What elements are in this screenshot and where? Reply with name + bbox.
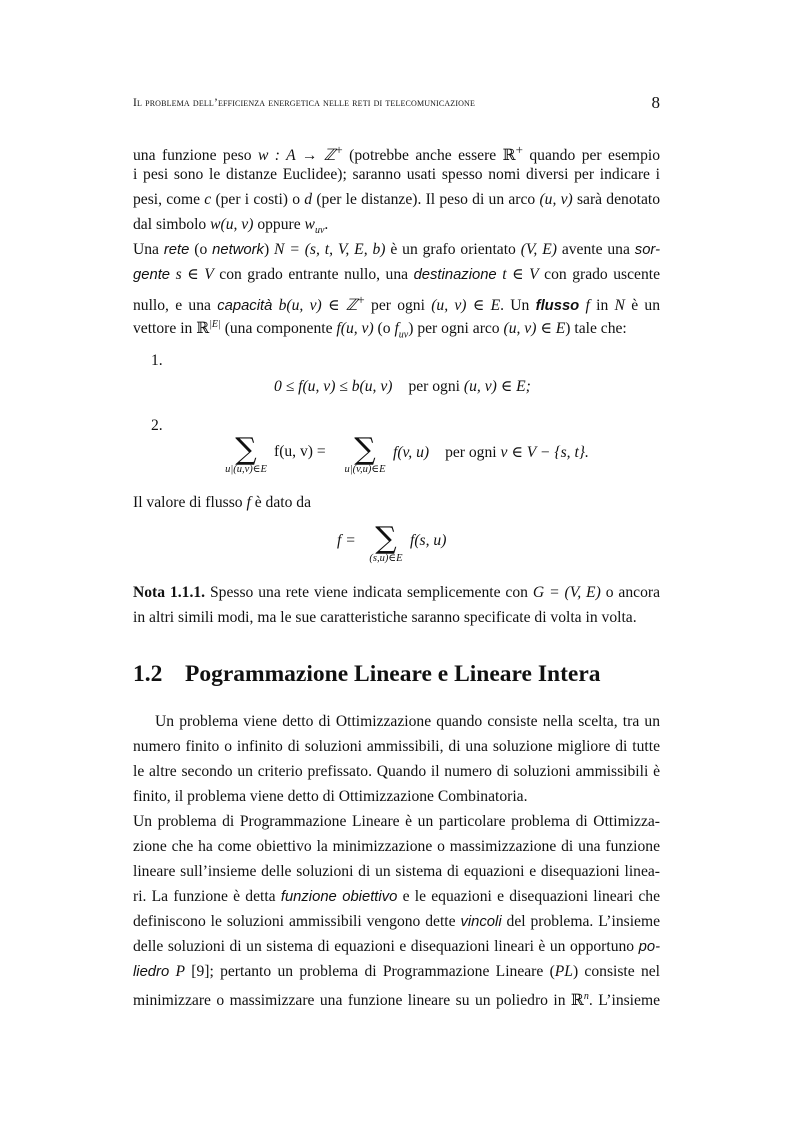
- para1-line3: pesi, come c (per i costi) o d (per le distanze). Il peso di un arco (u, v) sarà denotato: [133, 191, 660, 208]
- para4-line3: lineare sull’insieme delle soluzioni di un sistema di equazioni e disequazioni linea-: [133, 863, 660, 880]
- para3-line4: finito, il problema viene detto di Ottimizzazione Combinatoria.: [133, 788, 528, 805]
- para4-line4: ri. La funzione è detta funzione obiettivo e le equazioni e disequazioni lineari che: [133, 888, 660, 905]
- section-number: 1.2: [133, 661, 163, 687]
- para4-line6: delle soluzioni di un sistema di equazioni e disequazioni lineari è un opportuno po-: [133, 938, 660, 955]
- para2-line2: gente s ∈ V con grado entrante nullo, una destinazione t ∈ V con grado uscente: [133, 266, 660, 283]
- condition-2-term-left: f(u, v) =: [274, 443, 326, 460]
- condition-1-equation: 0 ≤ f(u, v) ≤ b(u, v) per ogni (u, v) ∈ E;: [274, 378, 531, 395]
- flow-value-rhs: f(s, u): [410, 532, 447, 549]
- para4-line1: Un problema di Programmazione Lineare è un particolare problema di Ottimizza-: [133, 813, 660, 830]
- section-title: Pogrammazione Lineare e Lineare Intera: [185, 661, 601, 687]
- para2-line4: vettore in ℝ$^{|E|}$ (una componente f(u, v) (o $f_{uv}$) per ogni arco (u, v) ∈ E) tale che:: [133, 319, 627, 341]
- running-title: Il problema dell’efficienza energetica nelle reti di telecomunicazione: [133, 96, 476, 109]
- condition-2-equation-right: f(v, u) per ogni v ∈ V − {s, t}.: [393, 444, 589, 461]
- page-number: 8: [651, 93, 660, 112]
- para1-line4: dal simbolo w(u, v) oppure $w_{uv}$.: [133, 216, 329, 237]
- para4-line5: definiscono le soluzioni ammissibili vengono dette vincoli del problema. L’insieme: [133, 913, 660, 930]
- flow-value-lhs: f =: [337, 532, 356, 549]
- para3-line1: Un problema viene detto di Ottimizzazione quando consiste nella scelta, tra un: [155, 713, 660, 730]
- para1-line1: una funzione peso w : A → ℤ+ (potrebbe anche essere ℝ+ quando per esempio: [133, 142, 660, 165]
- condition-2-sum-right: ∑ u|(v,u)∈E: [344, 432, 386, 475]
- note-line2: in altri simili modi, ma le sue caratteristiche saranno specificate di volta in volta.: [133, 609, 637, 626]
- section-heading: [133, 661, 601, 688]
- flow-value-text: Il valore di flusso f è dato da: [133, 494, 311, 511]
- para2-line3: nullo, e una capacità b(u, v) ∈ ℤ+ per ogni (u, v) ∈ E. Un flusso f in N è un: [133, 292, 660, 315]
- para1-line2: i pesi sono le distanze Euclidee); saranno usati spesso nomi diversi per indicare i: [133, 166, 660, 183]
- condition-2-label: 2.: [151, 417, 163, 434]
- para3-line3: le altre secondo un criterio prefissato. Quando il numero di soluzioni ammissibili è: [133, 763, 660, 780]
- flow-value-sum: ∑ (s,u)∈E: [369, 521, 403, 564]
- para2-line1: Una rete (o network) N = (s, t, V, E, b) è un grafo orientato (V, E) avente una sor-: [133, 241, 661, 258]
- page-header: [133, 93, 660, 118]
- para4-line8: minimizzare o massimizzare una funzione lineare su un poliedro in ℝ$^n$. L’insieme: [133, 991, 660, 1010]
- condition-2-sum-left: ∑ u|(u,v)∈E: [225, 432, 267, 475]
- para3-line2: numero finito o infinito di soluzioni ammissibili, di una soluzione migliore di tutte: [133, 738, 660, 755]
- condition-1-label: 1.: [151, 352, 163, 369]
- para4-line7: liedro P [9]; pertanto un problema di Programmazione Lineare (PL) consiste nel: [133, 963, 660, 980]
- para4-line2: zione che ha come obiettivo la minimizzazione o massimizzazione di una funzione: [133, 838, 660, 855]
- note-line1: Nota 1.1.1. Spesso una rete viene indicata semplicemente con G = (V, E) o ancora: [133, 584, 660, 601]
